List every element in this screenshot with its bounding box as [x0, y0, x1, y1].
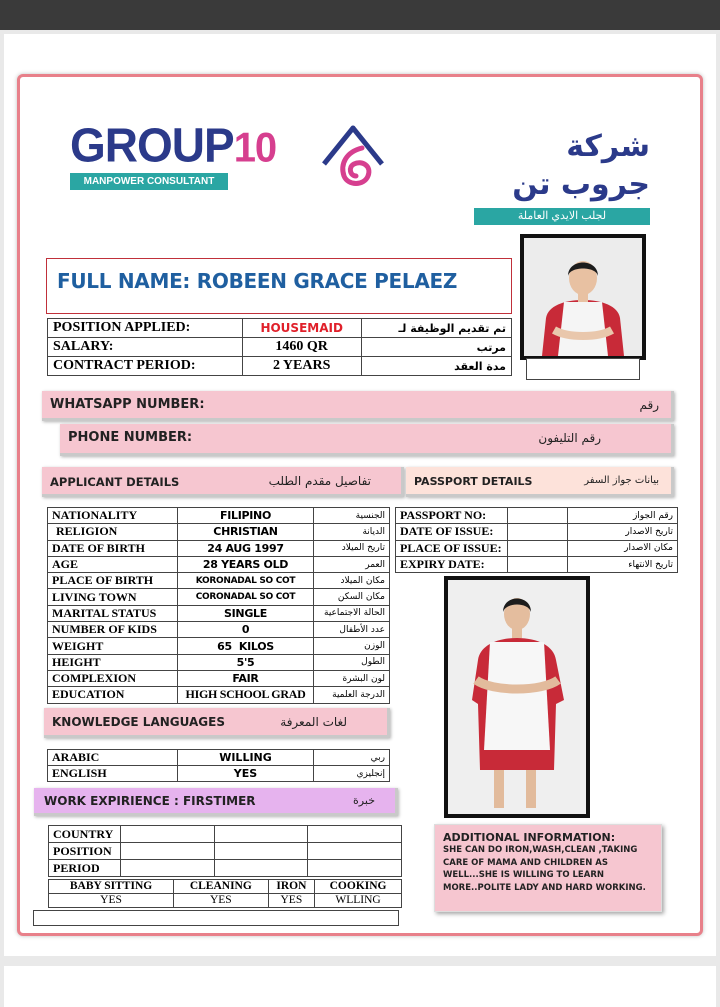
applicant-details-header	[42, 467, 404, 497]
position-label-ar: تم تقديم الوظيفة لـ	[361, 319, 511, 338]
language-label-ar: إنجليزي	[314, 766, 390, 782]
detail-label-ar: الديانة	[314, 524, 390, 540]
phone-label: PHONE NUMBER:	[68, 430, 193, 445]
detail-value: SINGLE	[178, 605, 314, 621]
language-value: WILLING	[178, 750, 314, 766]
experience-cell	[308, 826, 402, 843]
experience-cell	[308, 860, 402, 877]
detail-value: HIGH SCHOOL GRAD	[178, 687, 314, 703]
detail-value: KORONADAL SO COT	[178, 573, 314, 589]
passport-value	[508, 556, 568, 572]
detail-label: NATIONALITY	[48, 508, 178, 524]
detail-label: DATE OF BIRTH	[48, 540, 178, 556]
table-row	[48, 338, 512, 357]
logo-text: GROUP	[70, 117, 234, 173]
applicant-photo-portrait	[520, 234, 646, 360]
table-row	[48, 687, 390, 703]
passport-label: EXPIRY DATE:	[396, 556, 508, 572]
experience-cell	[214, 843, 308, 860]
skill-header: BABY SITTING	[49, 880, 174, 894]
passport-label: PLACE OF ISSUE:	[396, 540, 508, 556]
table-row	[48, 638, 390, 654]
table-row	[396, 540, 678, 556]
knowledge-languages-label: KNOWLEDGE LANGUAGES	[52, 715, 225, 729]
contract-value: 2 YEARS	[242, 357, 361, 376]
work-experience-header	[34, 788, 398, 816]
salary-label: SALARY:	[48, 338, 243, 357]
salary-label-ar: مرتب	[361, 338, 511, 357]
experience-cell	[121, 826, 215, 843]
passport-value	[508, 524, 568, 540]
detail-label: MARITAL STATUS	[48, 605, 178, 621]
detail-label: LIVING TOWN	[48, 589, 178, 605]
experience-cell	[121, 843, 215, 860]
skill-header: CLEANING	[174, 880, 269, 894]
position-label: POSITION APPLIED:	[48, 319, 243, 338]
experience-cell	[214, 860, 308, 877]
experience-label: PERIOD	[49, 860, 121, 877]
job-table	[47, 318, 512, 376]
table-row	[48, 524, 390, 540]
detail-label-ar: الدرجة العلمية	[314, 687, 390, 703]
applicant-details-table	[47, 507, 390, 704]
detail-label: NUMBER OF KIDS	[48, 622, 178, 638]
whatsapp-label: WHATSAPP NUMBER:	[50, 397, 205, 412]
contract-label-ar: مدة العقد	[361, 357, 511, 376]
phone-label-ar: رقم التليفون	[538, 431, 601, 445]
detail-label-ar: الحالة الاجتماعية	[314, 605, 390, 621]
next-page-sheet	[4, 966, 716, 1007]
additional-info-box	[434, 824, 662, 912]
knowledge-languages-label-ar: لغات المعرفة	[280, 715, 347, 729]
skills-table	[48, 879, 402, 908]
skill-header: IRON	[268, 880, 315, 894]
table-row	[48, 319, 512, 338]
detail-label: RELIGION	[48, 524, 178, 540]
passport-details-header	[406, 467, 674, 497]
detail-value: CORONADAL SO COT	[178, 589, 314, 605]
applicant-details-label: APPLICANT DETAILS	[50, 475, 180, 489]
language-value: YES	[178, 766, 314, 782]
table-row	[49, 880, 402, 894]
detail-value: 5'5	[178, 654, 314, 670]
table-row	[49, 860, 402, 877]
detail-label-ar: الوزن	[314, 638, 390, 654]
passport-table	[395, 507, 678, 573]
table-row	[48, 556, 390, 572]
skill-value: WLLING	[315, 894, 402, 908]
table-row	[48, 589, 390, 605]
detail-value: 28 YEARS OLD	[178, 556, 314, 572]
detail-value: 24 AUG 1997	[178, 540, 314, 556]
detail-label: COMPLEXION	[48, 670, 178, 686]
work-experience-label-ar: خبرة	[353, 794, 375, 807]
logo-subtitle: MANPOWER CONSULTANT	[70, 173, 228, 190]
table-row	[396, 508, 678, 524]
skill-value: YES	[174, 894, 269, 908]
detail-label-ar: الطول	[314, 654, 390, 670]
passport-label-ar: مكان الاصدار	[568, 540, 678, 556]
applicant-photo-full	[444, 576, 590, 818]
detail-label: HEIGHT	[48, 654, 178, 670]
contract-label: CONTRACT PERIOD:	[48, 357, 243, 376]
detail-value: 65 KILOS	[178, 638, 314, 654]
table-row	[48, 622, 390, 638]
table-row	[48, 357, 512, 376]
table-row	[48, 540, 390, 556]
experience-cell	[121, 860, 215, 877]
table-row	[49, 894, 402, 908]
passport-value	[508, 508, 568, 524]
experience-label: POSITION	[49, 843, 121, 860]
passport-label: PASSPORT NO:	[396, 508, 508, 524]
top-bar	[0, 0, 720, 30]
experience-cell	[308, 843, 402, 860]
detail-value: FILIPINO	[178, 508, 314, 524]
photo-caption-box	[526, 358, 640, 380]
whatsapp-bar	[42, 391, 674, 421]
experience-cell	[214, 826, 308, 843]
detail-value: CHRISTIAN	[178, 524, 314, 540]
salary-value: 1460 QR	[242, 338, 361, 357]
table-row	[48, 750, 390, 766]
empty-row-box	[33, 910, 399, 926]
passport-details-label: PASSPORT DETAILS	[414, 475, 533, 488]
detail-label-ar: عدد الأطفال	[314, 622, 390, 638]
table-row	[48, 573, 390, 589]
table-row	[396, 524, 678, 540]
logo-number: 10	[233, 124, 277, 172]
table-row	[48, 766, 390, 782]
language-label-ar: ربي	[314, 750, 390, 766]
group10-emblem-icon	[316, 120, 390, 194]
detail-label-ar: العمر	[314, 556, 390, 572]
detail-label-ar: الجنسية	[314, 508, 390, 524]
detail-label-ar: تاريخ الميلاد	[314, 540, 390, 556]
full-name-box	[46, 258, 512, 314]
passport-label-ar: رقم الجواز	[568, 508, 678, 524]
position-value: HOUSEMAID	[242, 319, 361, 338]
detail-label: WEIGHT	[48, 638, 178, 654]
detail-label-ar: لون البشرة	[314, 670, 390, 686]
arabic-logo-subtitle: لجلب الايدي العاملة	[474, 208, 650, 225]
work-experience-label: WORK EXPIRIENCE : FIRSTIMER	[44, 794, 256, 808]
language-label: ENGLISH	[48, 766, 178, 782]
whatsapp-label-ar: رقم	[639, 398, 659, 412]
passport-label-ar: تاريخ الاصدار	[568, 524, 678, 540]
detail-label-ar: مكان السكن	[314, 589, 390, 605]
full-name: FULL NAME: ROBEEN GRACE PELAEZ	[57, 269, 458, 293]
additional-info-title: ADDITIONAL INFORMATION:	[443, 831, 616, 844]
table-row	[48, 654, 390, 670]
additional-info-body: SHE CAN DO IRON,WASH,CLEAN ,TAKING CARE OF MAMA AND CHILDREN AS WELL...SHE IS WILLING TO LEARN MORE..POLITE LADY AND HARD WORKING.	[443, 845, 646, 893]
passport-details-label-ar: بيانات جواز السفر	[584, 475, 659, 486]
arabic-logo	[468, 128, 650, 225]
table-row	[396, 556, 678, 572]
passport-label-ar: تاريخ الانتهاء	[568, 556, 678, 572]
detail-value: FAIR	[178, 670, 314, 686]
experience-table	[48, 825, 402, 877]
skill-value: YES	[268, 894, 315, 908]
detail-label: AGE	[48, 556, 178, 572]
table-row	[49, 843, 402, 860]
passport-value	[508, 540, 568, 556]
languages-table	[47, 749, 390, 782]
table-row	[48, 670, 390, 686]
detail-label: PLACE OF BIRTH	[48, 573, 178, 589]
passport-label: DATE OF ISSUE:	[396, 524, 508, 540]
knowledge-languages-header	[44, 708, 390, 738]
table-row	[48, 605, 390, 621]
table-row	[48, 508, 390, 524]
language-label: ARABIC	[48, 750, 178, 766]
group10-logo	[70, 117, 277, 190]
skill-value: YES	[49, 894, 174, 908]
skill-header: COOKING	[315, 880, 402, 894]
phone-bar	[60, 424, 674, 456]
applicant-details-label-ar: تفاصيل مقدم الطلب	[268, 474, 371, 488]
table-row	[49, 826, 402, 843]
detail-value: 0	[178, 622, 314, 638]
arabic-logo-text: شركة جروب تن	[512, 129, 650, 202]
detail-label-ar: مكان الميلاد	[314, 573, 390, 589]
experience-label: COUNTRY	[49, 826, 121, 843]
detail-label: EDUCATION	[48, 687, 178, 703]
